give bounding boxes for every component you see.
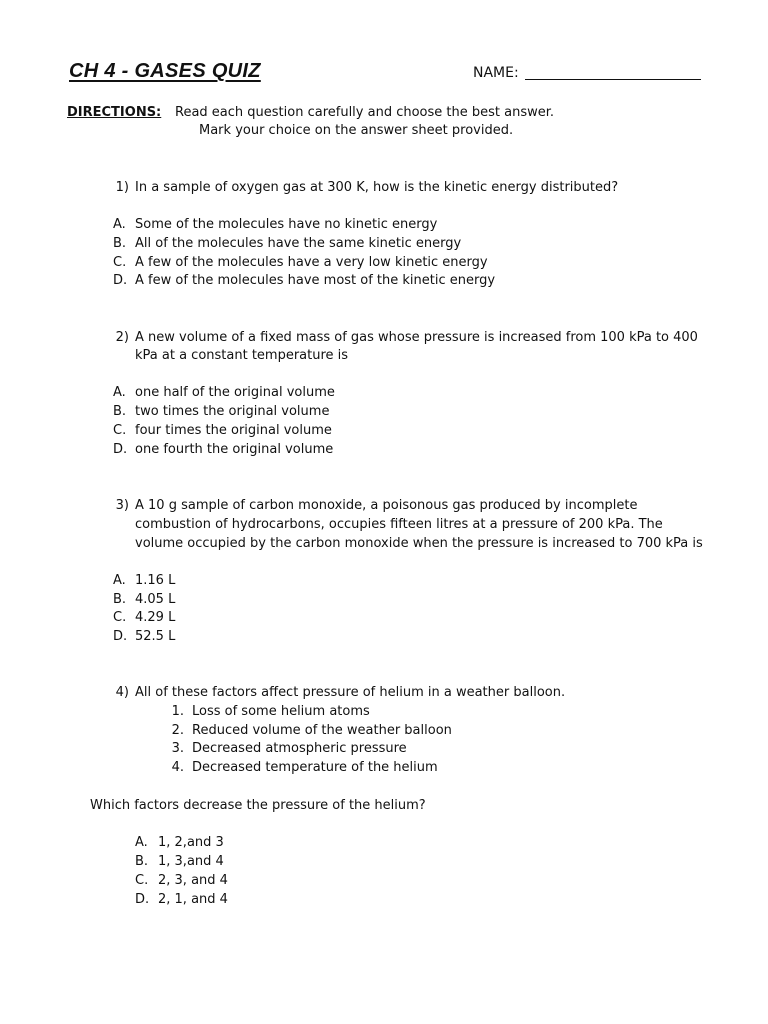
- factor-1-text: Loss of some helium atoms: [192, 704, 370, 719]
- question-2-text-line-2: kPa at a constant temperature is: [135, 348, 349, 363]
- question-3-option-c: 4.29 L: [135, 610, 176, 625]
- question-3-option-b: 4.05 L: [135, 592, 176, 607]
- question-3-number: 3): [115, 498, 129, 513]
- question-3-text-line-2: combustion of hydrocarbons, occupies fifteen litres at a pressure of 200 kPa. The: [135, 517, 663, 532]
- question-1-number: 1): [115, 180, 129, 195]
- question-2-number: 2): [115, 330, 129, 345]
- question-4-ask: Which factors decrease the pressure of the helium?: [90, 798, 426, 813]
- factor-1-number: 1.: [171, 704, 184, 719]
- factor-4-text: Decreased temperature of the helium: [192, 760, 438, 775]
- directions-label: DIRECTIONS:: [67, 105, 162, 120]
- question-4-option-d: 2, 1, and 4: [158, 892, 228, 907]
- question-2-option-b: two times the original volume: [135, 404, 330, 419]
- factor-3-number: 3.: [171, 741, 184, 756]
- question-3-text-line-3: volume occupied by the carbon monoxide when the pressure is increased to 700 kPa is: [135, 536, 703, 551]
- quiz-title: CH 4 - GASES QUIZ: [69, 60, 261, 82]
- question-2-option-c-letter: C.: [113, 423, 127, 438]
- directions-text-line-1: Read each question carefully and choose the best answer.: [175, 105, 555, 120]
- question-2-option-d: one fourth the original volume: [135, 442, 334, 457]
- question-3-text-line-1: A 10 g sample of carbon monoxide, a poisonous gas produced by incomplete: [135, 498, 638, 513]
- question-1-option-b: All of the molecules have the same kinetic energy: [135, 236, 462, 251]
- question-4-option-b: 1, 3,and 4: [158, 854, 224, 869]
- question-4-option-a: 1, 2,and 3: [158, 835, 224, 850]
- question-3-option-c-letter: C.: [113, 610, 127, 625]
- question-4-number: 4): [115, 685, 129, 700]
- question-2-option-a: one half of the original volume: [135, 385, 335, 400]
- question-4-option-a-letter: A.: [135, 835, 148, 850]
- question-1-option-d-letter: D.: [113, 273, 128, 288]
- question-2-text-line-1: A new volume of a fixed mass of gas whose pressure is increased from 100 kPa to 400: [135, 330, 698, 345]
- question-1-option-a: Some of the molecules have no kinetic energy: [135, 217, 438, 232]
- question-1-option-c: A few of the molecules have a very low kinetic energy: [135, 255, 488, 270]
- question-3-option-a: 1.16 L: [135, 573, 176, 588]
- question-1-text: In a sample of oxygen gas at 300 K, how is the kinetic energy distributed?: [135, 180, 619, 195]
- question-4-option-d-letter: D.: [135, 892, 150, 907]
- question-2-option-a-letter: A.: [113, 385, 126, 400]
- question-2-option-c: four times the original volume: [135, 423, 332, 438]
- question-3-option-d-letter: D.: [113, 629, 128, 644]
- question-1-option-c-letter: C.: [113, 255, 127, 270]
- question-3-option-b-letter: B.: [113, 592, 127, 607]
- question-4-option-c: 2, 3, and 4: [158, 873, 228, 888]
- question-2-option-b-letter: B.: [113, 404, 127, 419]
- question-4-text: All of these factors affect pressure of helium in a weather balloon.: [135, 685, 566, 700]
- question-1-option-d: A few of the molecules have most of the kinetic energy: [135, 273, 496, 288]
- question-4-option-b-letter: B.: [135, 854, 149, 869]
- name-blank-line[interactable]: [525, 79, 701, 80]
- factor-3-text: Decreased atmospheric pressure: [192, 741, 407, 756]
- factor-2-number: 2.: [171, 723, 184, 738]
- directions-text-line-2: Mark your choice on the answer sheet provided.: [199, 123, 514, 138]
- name-label: NAME:: [473, 65, 519, 81]
- factor-4-number: 4.: [171, 760, 184, 775]
- question-1-option-a-letter: A.: [113, 217, 126, 232]
- question-4-option-c-letter: C.: [135, 873, 149, 888]
- question-3-option-a-letter: A.: [113, 573, 126, 588]
- question-1-option-b-letter: B.: [113, 236, 127, 251]
- factor-2-text: Reduced volume of the weather balloon: [192, 723, 452, 738]
- question-2-option-d-letter: D.: [113, 442, 128, 457]
- question-3-option-d: 52.5 L: [135, 629, 176, 644]
